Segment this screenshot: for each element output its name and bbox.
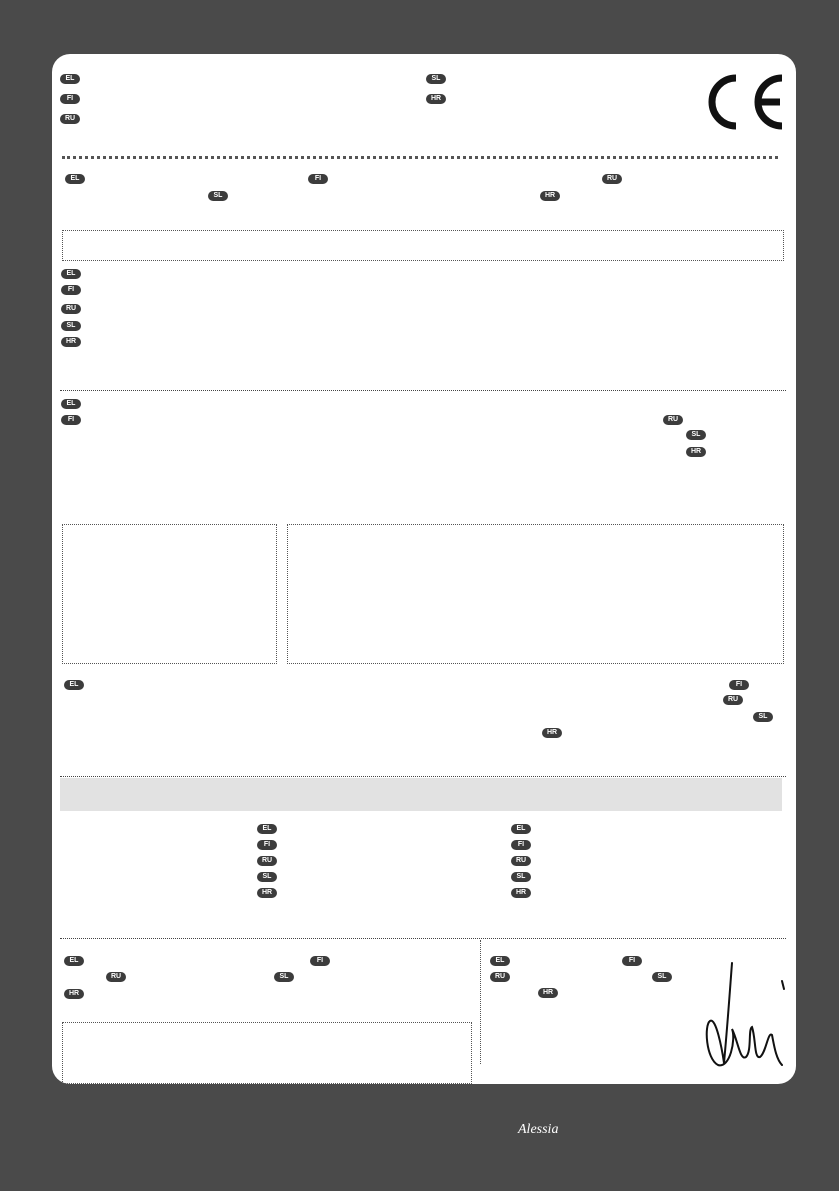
place-date-box <box>62 1022 472 1084</box>
lang-badge-hr: HR <box>426 94 446 104</box>
lang-badge-sl: SL <box>511 872 531 882</box>
lang-badge-ru: RU <box>490 972 510 982</box>
lang-badge-sl: SL <box>686 430 706 440</box>
heavy-dotted-separator <box>62 156 778 159</box>
product-name-box <box>62 230 784 261</box>
ce-mark-icon <box>696 72 786 132</box>
lang-badge-el: EL <box>511 824 531 834</box>
lang-badge-ru: RU <box>257 856 277 866</box>
lang-badge-el: EL <box>490 956 510 966</box>
lang-badge-fi: FI <box>60 94 80 104</box>
lang-badge-hr: HR <box>511 888 531 898</box>
lang-badge-fi: FI <box>622 956 642 966</box>
lang-badge-hr: HR <box>257 888 277 898</box>
standards-box-left <box>62 524 277 664</box>
lang-badge-fi: FI <box>61 415 81 425</box>
lang-badge-sl: SL <box>753 712 773 722</box>
lang-badge-el: EL <box>257 824 277 834</box>
lang-badge-fi: FI <box>308 174 328 184</box>
lang-badge-ru: RU <box>60 114 80 124</box>
vertical-divider <box>480 940 481 1064</box>
lang-badge-ru: RU <box>663 415 683 425</box>
lang-badge-hr: HR <box>540 191 560 201</box>
lang-badge-fi: FI <box>257 840 277 850</box>
lang-badge-ru: RU <box>511 856 531 866</box>
lang-badge-fi: FI <box>310 956 330 966</box>
lang-badge-sl: SL <box>257 872 277 882</box>
lang-badge-sl: SL <box>652 972 672 982</box>
lang-badge-el: EL <box>60 74 80 84</box>
lang-badge-el: EL <box>64 956 84 966</box>
lang-badge-sl: SL <box>274 972 294 982</box>
declaration-sheet <box>52 54 796 1084</box>
lang-badge-el: EL <box>64 680 84 690</box>
lang-badge-ru: RU <box>723 695 743 705</box>
lang-badge-fi: FI <box>729 680 749 690</box>
standards-box-right <box>287 524 784 664</box>
brand-wordmark: Alessia <box>518 1122 559 1137</box>
lang-badge-hr: HR <box>538 988 558 998</box>
lang-badge-ru: RU <box>106 972 126 982</box>
lang-badge-sl: SL <box>208 191 228 201</box>
lang-badge-hr: HR <box>686 447 706 457</box>
lang-badge-el: EL <box>61 269 81 279</box>
lang-badge-hr: HR <box>64 989 84 999</box>
lang-badge-el: EL <box>65 174 85 184</box>
lang-badge-fi: FI <box>61 285 81 295</box>
handwritten-signature-icon <box>702 959 792 1071</box>
lang-badge-sl: SL <box>61 321 81 331</box>
lang-badge-fi: FI <box>511 840 531 850</box>
lang-badge-ru: RU <box>602 174 622 184</box>
dotted-separator <box>60 390 786 391</box>
lang-badge-ru: RU <box>61 304 81 314</box>
dotted-separator <box>60 938 786 939</box>
lang-badge-el: EL <box>61 399 81 409</box>
lang-badge-hr: HR <box>61 337 81 347</box>
dotted-separator <box>60 776 786 777</box>
grey-band <box>60 778 782 811</box>
lang-badge-hr: HR <box>542 728 562 738</box>
lang-badge-sl: SL <box>426 74 446 84</box>
